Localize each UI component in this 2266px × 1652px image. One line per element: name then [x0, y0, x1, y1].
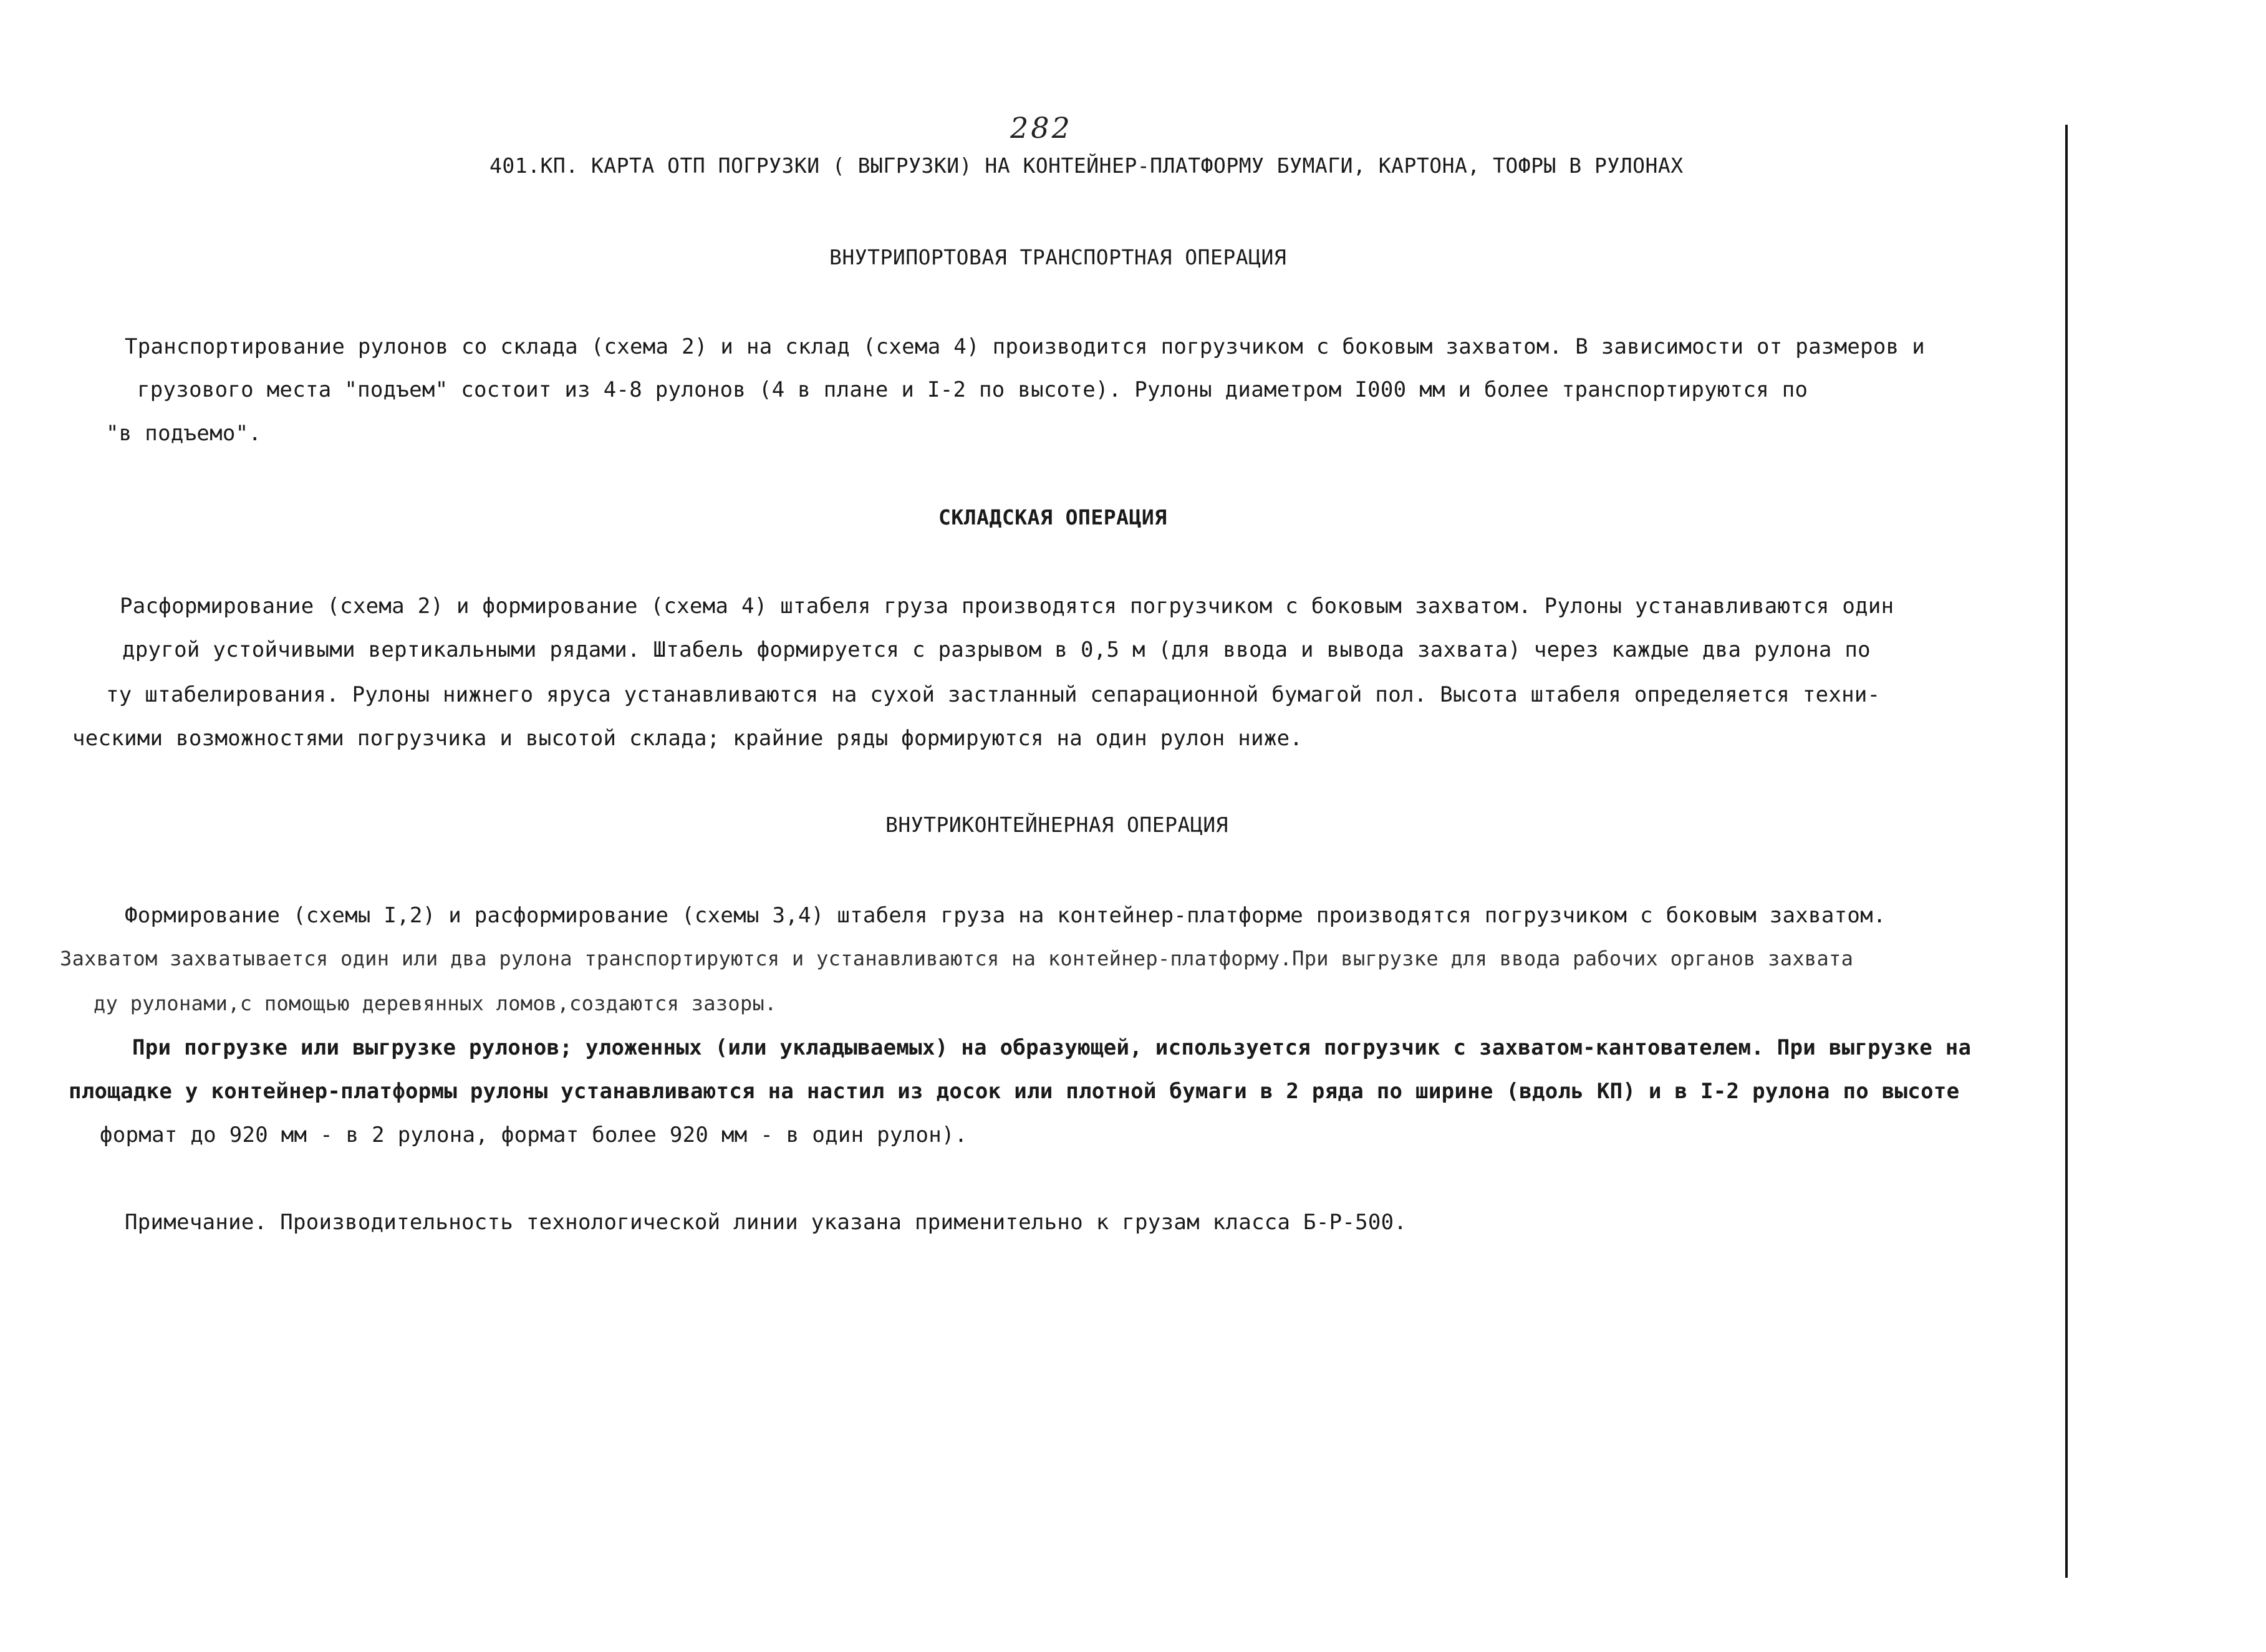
page-number: 282	[1010, 111, 1073, 145]
paragraph-line: При погрузке или выгрузке рулонов; уложенных (или укладываемых) на образующей, используется погрузчик с захватом-кантователем. При выгрузке на	[132, 1035, 1972, 1060]
paragraph-line: другой устойчивыми вертикальными рядами. Штабель формируется с разрывом в 0,5 м (для ввода и вывода захвата) через каждые два рулона по	[122, 637, 1871, 662]
paragraph-line: Расформирование (схема 2) и формирование (схема 4) штабеля груза производятся погрузчиком с боковым захватом. Рулоны устанавливаются один	[120, 594, 1894, 619]
section-heading-container: ВНУТРИКОНТЕЙНЕРНАЯ ОПЕРАЦИЯ	[885, 813, 1228, 837]
paragraph-line: ду рулонами,с помощью деревянных ломов,создаются зазоры.	[94, 992, 777, 1015]
paragraph-line: грузового места "подъем" состоит из 4-8 рулонов (4 в плане и I-2 по высоте). Рулоны диаметром I000 мм и более транспортируются по	[137, 377, 1808, 402]
paragraph-line: Транспортирование рулонов со склада (схема 2) и на склад (схема 4) производится погрузчиком с боковым захватом. В зависимости от размеров и	[125, 334, 1925, 359]
paragraph-line: Формирование (схемы I,2) и расформирование (схемы 3,4) штабеля груза на контейнер-платформе производятся погрузчиком с боковым захватом.	[125, 903, 1886, 928]
paragraph-line: формат до 920 мм - в 2 рулона, формат более 920 мм - в один рулон).	[100, 1123, 968, 1147]
paragraph-line: площадке у контейнер-платформы рулоны устанавливаются на настил из досок или плотной бумаги в 2 ряда по ширине (вдоль КП) и в I-2 рулона по высоте	[69, 1079, 1960, 1104]
paragraph-line: ту штабелирования. Рулоны нижнего яруса устанавливаются на сухой застланный сепарационной бумагой пол. Высота штабеля определяется техни-	[106, 682, 1881, 707]
page-border-line	[2065, 125, 2068, 1578]
document-title: 401.КП. КАРТА ОТП ПОГРУЗКИ ( ВЫГРУЗКИ) НА КОНТЕЙНЕР-ПЛАТФОРМУ БУМАГИ, КАРТОНА, ТОФРЫ В РУЛОНАХ	[489, 153, 1684, 178]
paragraph-line: Захватом захватывается один или два рулона транспортируются и устанавливаются на контейнер-платформу.При выгрузке для ввода рабочих органов захвата	[60, 947, 1854, 970]
section-heading-warehouse: СКЛАДСКАЯ ОПЕРАЦИЯ	[938, 505, 1167, 529]
footnote: Примечание. Производительность технологической линии указана применительно к грузам класса Б-Р-500.	[125, 1210, 1407, 1235]
paragraph-line: "в подъемо".	[106, 421, 262, 446]
section-heading-transport: ВНУТРИПОРТОВАЯ ТРАНСПОРТНАЯ ОПЕРАЦИЯ	[829, 245, 1287, 269]
paragraph-line: ческими возможностями погрузчика и высотой склада; крайние ряды формируются на один рулон ниже.	[72, 726, 1303, 751]
